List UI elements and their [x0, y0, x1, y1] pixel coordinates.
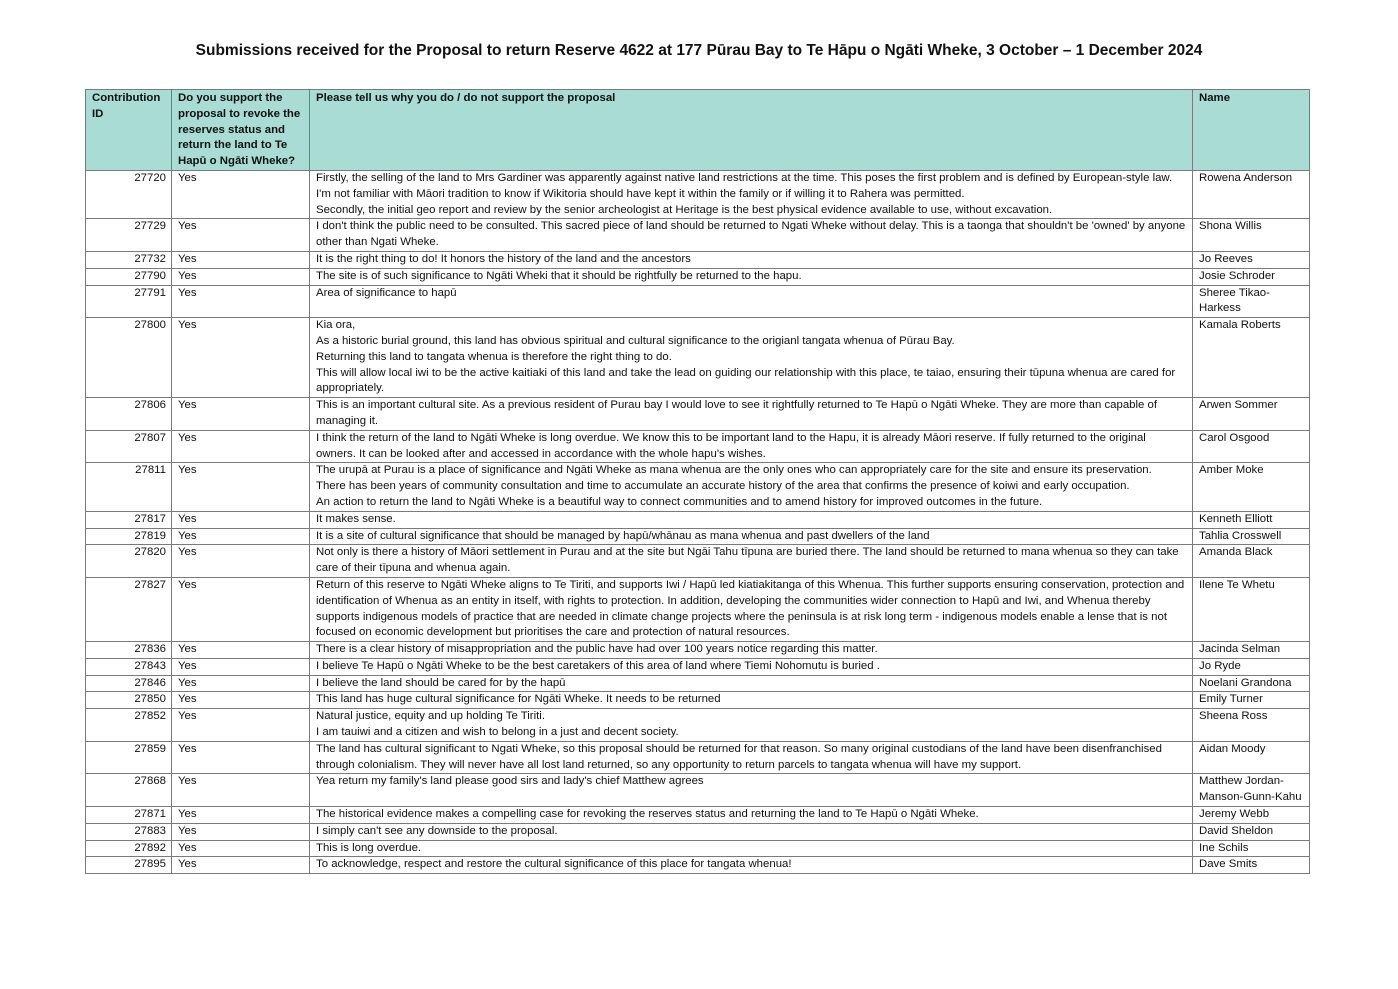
- reason-cell: I believe the land should be cared for by the hapū: [310, 675, 1193, 692]
- table-row: [86, 692, 1310, 709]
- name-cell: Amanda Black: [1193, 545, 1310, 578]
- name-cell: Rowena Anderson: [1193, 170, 1310, 218]
- table-row: [86, 318, 1310, 398]
- submissions-table: [85, 89, 1310, 874]
- table-header: [86, 90, 1310, 171]
- header-row: [86, 90, 1310, 171]
- reason-cell: Firstly, the selling of the land to Mrs Gardiner was apparently against native land restrictions at the time. This poses the first problem and is defined by European-style law. I'm not familiar with Māori tradition to know if Wikitoria should have kept it within the family or if willing it to Rahera was permitted. Secondly, the initial geo report and review by the senior archeologist at Heritage is the best physical evidence available to use, without excavation.: [310, 170, 1193, 218]
- contribution-id-cell: 27852: [86, 709, 172, 742]
- contribution-id-cell: 27836: [86, 642, 172, 659]
- name-cell: Dave Smits: [1193, 857, 1310, 874]
- name-cell: Kamala Roberts: [1193, 318, 1310, 398]
- table-row: [86, 774, 1310, 807]
- support-cell: Yes: [172, 463, 310, 511]
- table-row: [86, 675, 1310, 692]
- name-cell: Carol Osgood: [1193, 430, 1310, 463]
- reason-cell: It makes sense.: [310, 511, 1193, 528]
- contribution-id-cell: 27790: [86, 268, 172, 285]
- support-cell: Yes: [172, 807, 310, 824]
- table-row: [86, 857, 1310, 874]
- column-header-support: Do you support the proposal to revoke the reserves status and return the land to Te Hapū o Ngāti Wheke?: [172, 90, 310, 171]
- table-row: [86, 511, 1310, 528]
- name-cell: Sheena Ross: [1193, 709, 1310, 742]
- contribution-id-cell: 27850: [86, 692, 172, 709]
- contribution-id-cell: 27859: [86, 741, 172, 774]
- contribution-id-cell: 27843: [86, 658, 172, 675]
- name-cell: Jo Reeves: [1193, 251, 1310, 268]
- support-cell: Yes: [172, 528, 310, 545]
- contribution-id-cell: 27729: [86, 219, 172, 252]
- support-cell: Yes: [172, 741, 310, 774]
- name-cell: Jeremy Webb: [1193, 807, 1310, 824]
- reason-cell: Return of this reserve to Ngāti Wheke aligns to Te Tiriti, and supports Iwi / Hapū led kiatiakitanga of this Whenua. This further supports ensuring conservation, protection and identification of Whenua as an entity in itself, with rights to protection. In addition, developing the communities wider connection to Hapū and Iwi, and Whenua thereby supports indigenous models of practice that are needed in climate change projects where the peninsula is at risk long term - indigenous models enable a lense that is not focused on economic development but prioritises the care and protection of natural resources.: [310, 577, 1193, 641]
- support-cell: Yes: [172, 675, 310, 692]
- name-cell: Jo Ryde: [1193, 658, 1310, 675]
- column-header-reason: Please tell us why you do / do not support the proposal: [310, 90, 1193, 171]
- contribution-id-cell: 27800: [86, 318, 172, 398]
- contribution-id-cell: 27817: [86, 511, 172, 528]
- support-cell: Yes: [172, 577, 310, 641]
- contribution-id-cell: 27811: [86, 463, 172, 511]
- name-cell: Jacinda Selman: [1193, 642, 1310, 659]
- reason-cell: This is an important cultural site. As a previous resident of Purau bay I would love to see it rightfully returned to Te Hapū o Ngāti Wheke. They are more than capable of managing it.: [310, 398, 1193, 431]
- reason-cell: Yea return my family's land please good sirs and lady's chief Matthew agrees: [310, 774, 1193, 807]
- contribution-id-cell: 27807: [86, 430, 172, 463]
- support-cell: Yes: [172, 219, 310, 252]
- contribution-id-cell: 27720: [86, 170, 172, 218]
- table-row: [86, 268, 1310, 285]
- table-row: [86, 709, 1310, 742]
- contribution-id-cell: 27827: [86, 577, 172, 641]
- name-cell: Arwen Sommer: [1193, 398, 1310, 431]
- support-cell: Yes: [172, 823, 310, 840]
- reason-cell: Not only is there a history of Māori settlement in Purau and at the site but Ngāi Tahu tīpuna are buried there. The land should be returned to mana whenua so they can take care of their tīpuna and whenua again.: [310, 545, 1193, 578]
- table-row: [86, 463, 1310, 511]
- name-cell: Noelani Grandona: [1193, 675, 1310, 692]
- support-cell: Yes: [172, 430, 310, 463]
- table-row: [86, 430, 1310, 463]
- table-row: [86, 528, 1310, 545]
- reason-cell: It is the right thing to do! It honors the history of the land and the ancestors: [310, 251, 1193, 268]
- reason-cell: This land has huge cultural significance for Ngāti Wheke. It needs to be returned: [310, 692, 1193, 709]
- table-row: [86, 741, 1310, 774]
- support-cell: Yes: [172, 692, 310, 709]
- contribution-id-cell: 27791: [86, 285, 172, 318]
- reason-cell: I simply can't see any downside to the proposal.: [310, 823, 1193, 840]
- name-cell: David Sheldon: [1193, 823, 1310, 840]
- table-row: [86, 823, 1310, 840]
- name-cell: Ine Schils: [1193, 840, 1310, 857]
- contribution-id-cell: 27806: [86, 398, 172, 431]
- reason-cell: To acknowledge, respect and restore the cultural significance of this place for tangata whenua!: [310, 857, 1193, 874]
- table-row: [86, 251, 1310, 268]
- contribution-id-cell: 27820: [86, 545, 172, 578]
- name-cell: Shona Willis: [1193, 219, 1310, 252]
- table-row: [86, 642, 1310, 659]
- table-row: [86, 170, 1310, 218]
- reason-cell: It is a site of cultural significance that should be managed by hapū/whānau as mana whenua and past dwellers of the land: [310, 528, 1193, 545]
- reason-cell: I don't think the public need to be consulted. This sacred piece of land should be returned to Ngati Wheke without delay. This is a taonga that shouldn't be 'owned' by anyone other than Ngati Wheke.: [310, 219, 1193, 252]
- column-header-name: Name: [1193, 90, 1310, 171]
- contribution-id-cell: 27871: [86, 807, 172, 824]
- table-row: [86, 577, 1310, 641]
- name-cell: Josie Schroder: [1193, 268, 1310, 285]
- reason-cell: The land has cultural significant to Ngati Wheke, so this proposal should be returned for that reason. So many original custodians of the land have been disenfranchised through colonialism. They will never have all lost land returned, so any opportunity to return parcels to tangata whenua will have my support.: [310, 741, 1193, 774]
- reason-cell: The urupā at Purau is a place of significance and Ngāti Wheke as mana whenua are the only ones who can appropriately care for the site and ensure its preservation. There has been years of community consultation and time to accumulate an accurate history of the area that confirms the presence of koiwi and early occupation. An action to return the land to Ngāti Wheke is a beautiful way to connect communities and to amend history for improved outcomes in the future.: [310, 463, 1193, 511]
- name-cell: Matthew Jordan-Manson-Gunn-Kahu: [1193, 774, 1310, 807]
- support-cell: Yes: [172, 170, 310, 218]
- name-cell: Amber Moke: [1193, 463, 1310, 511]
- reason-cell: Natural justice, equity and up holding Te Tiriti. I am tauiwi and a citizen and wish to belong in a just and decent society.: [310, 709, 1193, 742]
- support-cell: Yes: [172, 642, 310, 659]
- table-body: [86, 170, 1310, 873]
- name-cell: Tahlia Crosswell: [1193, 528, 1310, 545]
- name-cell: Sheree Tikao-Harkess: [1193, 285, 1310, 318]
- reason-cell: I think the return of the land to Ngāti Wheke is long overdue. We know this to be important land to the Hapu, it is already Māori reserve. If fully returned to the original owners. It can be looked after and accessed in accordance with the whole hapu's wishes.: [310, 430, 1193, 463]
- table-row: [86, 545, 1310, 578]
- support-cell: Yes: [172, 398, 310, 431]
- column-header-contribution-id: Contribution ID: [86, 90, 172, 171]
- support-cell: Yes: [172, 709, 310, 742]
- table-row: [86, 219, 1310, 252]
- table-row: [86, 285, 1310, 318]
- support-cell: Yes: [172, 840, 310, 857]
- name-cell: Ilene Te Whetu: [1193, 577, 1310, 641]
- name-cell: Kenneth Elliott: [1193, 511, 1310, 528]
- reason-cell: Kia ora, As a historic burial ground, this land has obvious spiritual and cultural significance to the origianl tangata whenua of Pūrau Bay. Returning this land to tangata whenua is therefore the right thing to do. This will allow local iwi to be the active kaitiaki of this land and take the lead on guiding our relationship with this place, te taiao, ensuring their tūpuna whenua are cared for appropriately.: [310, 318, 1193, 398]
- reason-cell: I believe Te Hapū o Ngāti Wheke to be the best caretakers of this area of land where Tiemi Nohomutu is buried .: [310, 658, 1193, 675]
- reason-cell: There is a clear history of misappropriation and the public have had over 100 years notice regarding this matter.: [310, 642, 1193, 659]
- support-cell: Yes: [172, 318, 310, 398]
- support-cell: Yes: [172, 511, 310, 528]
- table-row: [86, 658, 1310, 675]
- name-cell: Aidan Moody: [1193, 741, 1310, 774]
- contribution-id-cell: 27892: [86, 840, 172, 857]
- contribution-id-cell: 27732: [86, 251, 172, 268]
- contribution-id-cell: 27883: [86, 823, 172, 840]
- reason-cell: This is long overdue.: [310, 840, 1193, 857]
- table-row: [86, 840, 1310, 857]
- reason-cell: The historical evidence makes a compelling case for revoking the reserves status and returning the land to Te Hapū o Ngāti Wheke.: [310, 807, 1193, 824]
- table-row: [86, 398, 1310, 431]
- support-cell: Yes: [172, 251, 310, 268]
- reason-cell: The site is of such significance to Ngāti Wheki that it should be rightfully be returned to the hapu.: [310, 268, 1193, 285]
- contribution-id-cell: 27868: [86, 774, 172, 807]
- support-cell: Yes: [172, 658, 310, 675]
- name-cell: Emily Turner: [1193, 692, 1310, 709]
- support-cell: Yes: [172, 545, 310, 578]
- reason-cell: Area of significance to hapū: [310, 285, 1193, 318]
- support-cell: Yes: [172, 857, 310, 874]
- contribution-id-cell: 27846: [86, 675, 172, 692]
- support-cell: Yes: [172, 268, 310, 285]
- support-cell: Yes: [172, 774, 310, 807]
- contribution-id-cell: 27895: [86, 857, 172, 874]
- support-cell: Yes: [172, 285, 310, 318]
- table-row: [86, 807, 1310, 824]
- page-title: Submissions received for the Proposal to return Reserve 4622 at 177 Pūrau Bay to Te Hāpu o Ngāti Wheke, 3 October – 1 December 2024: [195, 42, 1203, 59]
- contribution-id-cell: 27819: [86, 528, 172, 545]
